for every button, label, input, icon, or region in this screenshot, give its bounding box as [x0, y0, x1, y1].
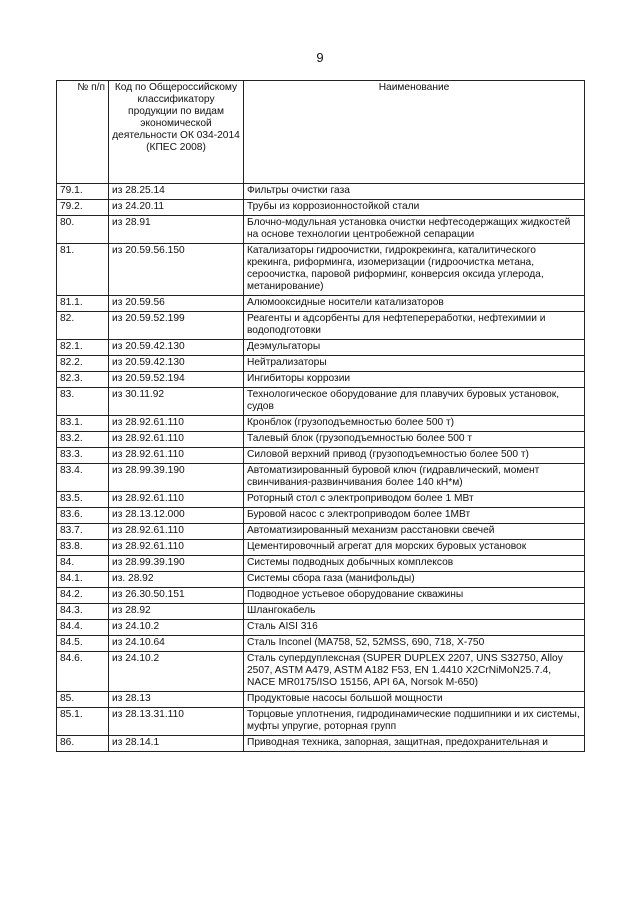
table-row	[57, 184, 585, 200]
row-name: Торцовые уплотнения, гидродинамические подшипники и их системы, муфты упругие, роторная групп	[244, 708, 585, 736]
row-code: из. 28.92	[109, 572, 244, 588]
row-number: 86.	[57, 736, 109, 752]
row-name: Алюмооксидные носители катализаторов	[244, 296, 585, 312]
row-name: Буровой насос с электроприводом более 1МВт	[244, 508, 585, 524]
table-row	[57, 692, 585, 708]
row-number: 84.6.	[57, 652, 109, 692]
row-number: 84.2.	[57, 588, 109, 604]
table-row	[57, 604, 585, 620]
row-number: 84.1.	[57, 572, 109, 588]
row-number: 83.3.	[57, 448, 109, 464]
row-name: Автоматизированный буровой ключ (гидравлический, момент свинчивания-развинчивания более 140 кН*м)	[244, 464, 585, 492]
row-number: 81.	[57, 244, 109, 296]
row-number: 83.	[57, 388, 109, 416]
row-code: из 24.10.64	[109, 636, 244, 652]
row-number: 84.5.	[57, 636, 109, 652]
row-number: 82.1.	[57, 340, 109, 356]
row-name: Нейтрализаторы	[244, 356, 585, 372]
row-code: из 28.92	[109, 604, 244, 620]
header-num: № п/п	[57, 81, 109, 184]
row-number: 85.	[57, 692, 109, 708]
row-code: из 28.92.61.110	[109, 448, 244, 464]
row-name: Приводная техника, запорная, защитная, предохранительная и	[244, 736, 585, 752]
row-number: 82.	[57, 312, 109, 340]
row-name: Сталь Inconel (MA758, 52, 52MSS, 690, 718, X-750	[244, 636, 585, 652]
row-name: Сталь супердуплексная (SUPER DUPLEX 2207, UNS S32750, Alloy 2507, ASTM A479, ASTM A182 F53, EN 1.4410 X2CrNiMoN25.7.4, NACE MR0175/ISO 15156, API 6A, Norsok M-650)	[244, 652, 585, 692]
row-code: из 28.91	[109, 216, 244, 244]
table-row	[57, 416, 585, 432]
row-number: 81.1.	[57, 296, 109, 312]
row-name: Системы сбора газа (манифольды)	[244, 572, 585, 588]
row-number: 79.2.	[57, 200, 109, 216]
row-code: из 20.59.56.150	[109, 244, 244, 296]
row-name: Катализаторы гидроочистки, гидрокрекинга, каталитического крекинга, риформинга, изомеризации (гидроочистка метана, сероочистка, паровой риформинг, конверсия оксида углерода, метанирование)	[244, 244, 585, 296]
row-code: из 28.92.61.110	[109, 432, 244, 448]
table-row	[57, 372, 585, 388]
table-row	[57, 356, 585, 372]
row-name: Силовой верхний привод (грузоподъемностью более 500 т)	[244, 448, 585, 464]
row-code: из 20.59.56	[109, 296, 244, 312]
row-name: Подводное устьевое оборудование скважины	[244, 588, 585, 604]
header-name: Наименование	[244, 81, 585, 184]
table-row	[57, 636, 585, 652]
table-row	[57, 708, 585, 736]
table-row	[57, 388, 585, 416]
table-row	[57, 588, 585, 604]
row-name: Деэмульгаторы	[244, 340, 585, 356]
row-name: Сталь AISI 316	[244, 620, 585, 636]
row-name: Реагенты и адсорбенты для нефтепереработки, нефтехимии и водоподготовки	[244, 312, 585, 340]
row-number: 83.4.	[57, 464, 109, 492]
row-number: 84.3.	[57, 604, 109, 620]
row-name: Талевый блок (грузоподъемностью более 500 т	[244, 432, 585, 448]
table-row	[57, 448, 585, 464]
row-number: 83.1.	[57, 416, 109, 432]
row-number: 80.	[57, 216, 109, 244]
row-name: Шлангокабель	[244, 604, 585, 620]
table-row	[57, 652, 585, 692]
row-code: из 28.92.61.110	[109, 416, 244, 432]
row-number: 79.1.	[57, 184, 109, 200]
row-code: из 28.13	[109, 692, 244, 708]
row-code: из 26.30.50.151	[109, 588, 244, 604]
row-code: из 28.99.39.190	[109, 464, 244, 492]
row-number: 83.2.	[57, 432, 109, 448]
row-number: 85.1.	[57, 708, 109, 736]
table-row	[57, 508, 585, 524]
page-number: 9	[316, 50, 324, 65]
table-row	[57, 464, 585, 492]
row-code: из 28.92.61.110	[109, 540, 244, 556]
table-row	[57, 524, 585, 540]
row-code: из 24.20.11	[109, 200, 244, 216]
row-number: 83.6.	[57, 508, 109, 524]
row-code: из 20.59.52.194	[109, 372, 244, 388]
header-code: Код по Общероссийскому классификатору продукции по видам экономической деятельности ОК 034-2014 (КПЕС 2008)	[109, 81, 244, 184]
row-number: 82.2.	[57, 356, 109, 372]
row-number: 83.7.	[57, 524, 109, 540]
row-code: из 24.10.2	[109, 620, 244, 636]
table-row	[57, 556, 585, 572]
table-row	[57, 296, 585, 312]
row-code: из 28.92.61.110	[109, 524, 244, 540]
row-name: Блочно-модульная установка очистки нефтесодержащих жидкостей на основе технологии центробежной сепарации	[244, 216, 585, 244]
row-number: 84.	[57, 556, 109, 572]
row-code: из 28.14.1	[109, 736, 244, 752]
table-row	[57, 340, 585, 356]
row-number: 84.4.	[57, 620, 109, 636]
table-header-row	[57, 81, 585, 184]
row-name: Роторный стол с электроприводом более 1 МВт	[244, 492, 585, 508]
table-row	[57, 244, 585, 296]
row-number: 83.8.	[57, 540, 109, 556]
table-row	[57, 620, 585, 636]
row-name: Автоматизированный механизм расстановки свечей	[244, 524, 585, 540]
row-code: из 28.99.39.190	[109, 556, 244, 572]
row-code: из 28.25.14	[109, 184, 244, 200]
row-name: Ингибиторы коррозии	[244, 372, 585, 388]
row-number: 83.5.	[57, 492, 109, 508]
table-row	[57, 216, 585, 244]
row-name: Системы подводных добычных комплексов	[244, 556, 585, 572]
table-row	[57, 736, 585, 752]
row-code: из 28.92.61.110	[109, 492, 244, 508]
row-code: из 20.59.52.199	[109, 312, 244, 340]
row-name: Кронблок (грузоподъемностью более 500 т)	[244, 416, 585, 432]
row-name: Трубы из коррозионностойкой стали	[244, 200, 585, 216]
row-code: из 28.13.31.110	[109, 708, 244, 736]
table-row	[57, 540, 585, 556]
row-number: 82.3.	[57, 372, 109, 388]
row-name: Цементировочный агрегат для морских буровых установок	[244, 540, 585, 556]
row-code: из 20.59.42.130	[109, 356, 244, 372]
table-row	[57, 432, 585, 448]
table-row	[57, 492, 585, 508]
row-code: из 20.59.42.130	[109, 340, 244, 356]
row-code: из 30.11.92	[109, 388, 244, 416]
row-name: Фильтры очистки газа	[244, 184, 585, 200]
row-name: Технологическое оборудование для плавучих буровых установок, судов	[244, 388, 585, 416]
row-name: Продуктовые насосы большой мощности	[244, 692, 585, 708]
document-table	[56, 80, 585, 752]
row-code: из 24.10.2	[109, 652, 244, 692]
table-row	[57, 312, 585, 340]
table-row	[57, 200, 585, 216]
row-code: из 28.13.12.000	[109, 508, 244, 524]
table-row	[57, 572, 585, 588]
